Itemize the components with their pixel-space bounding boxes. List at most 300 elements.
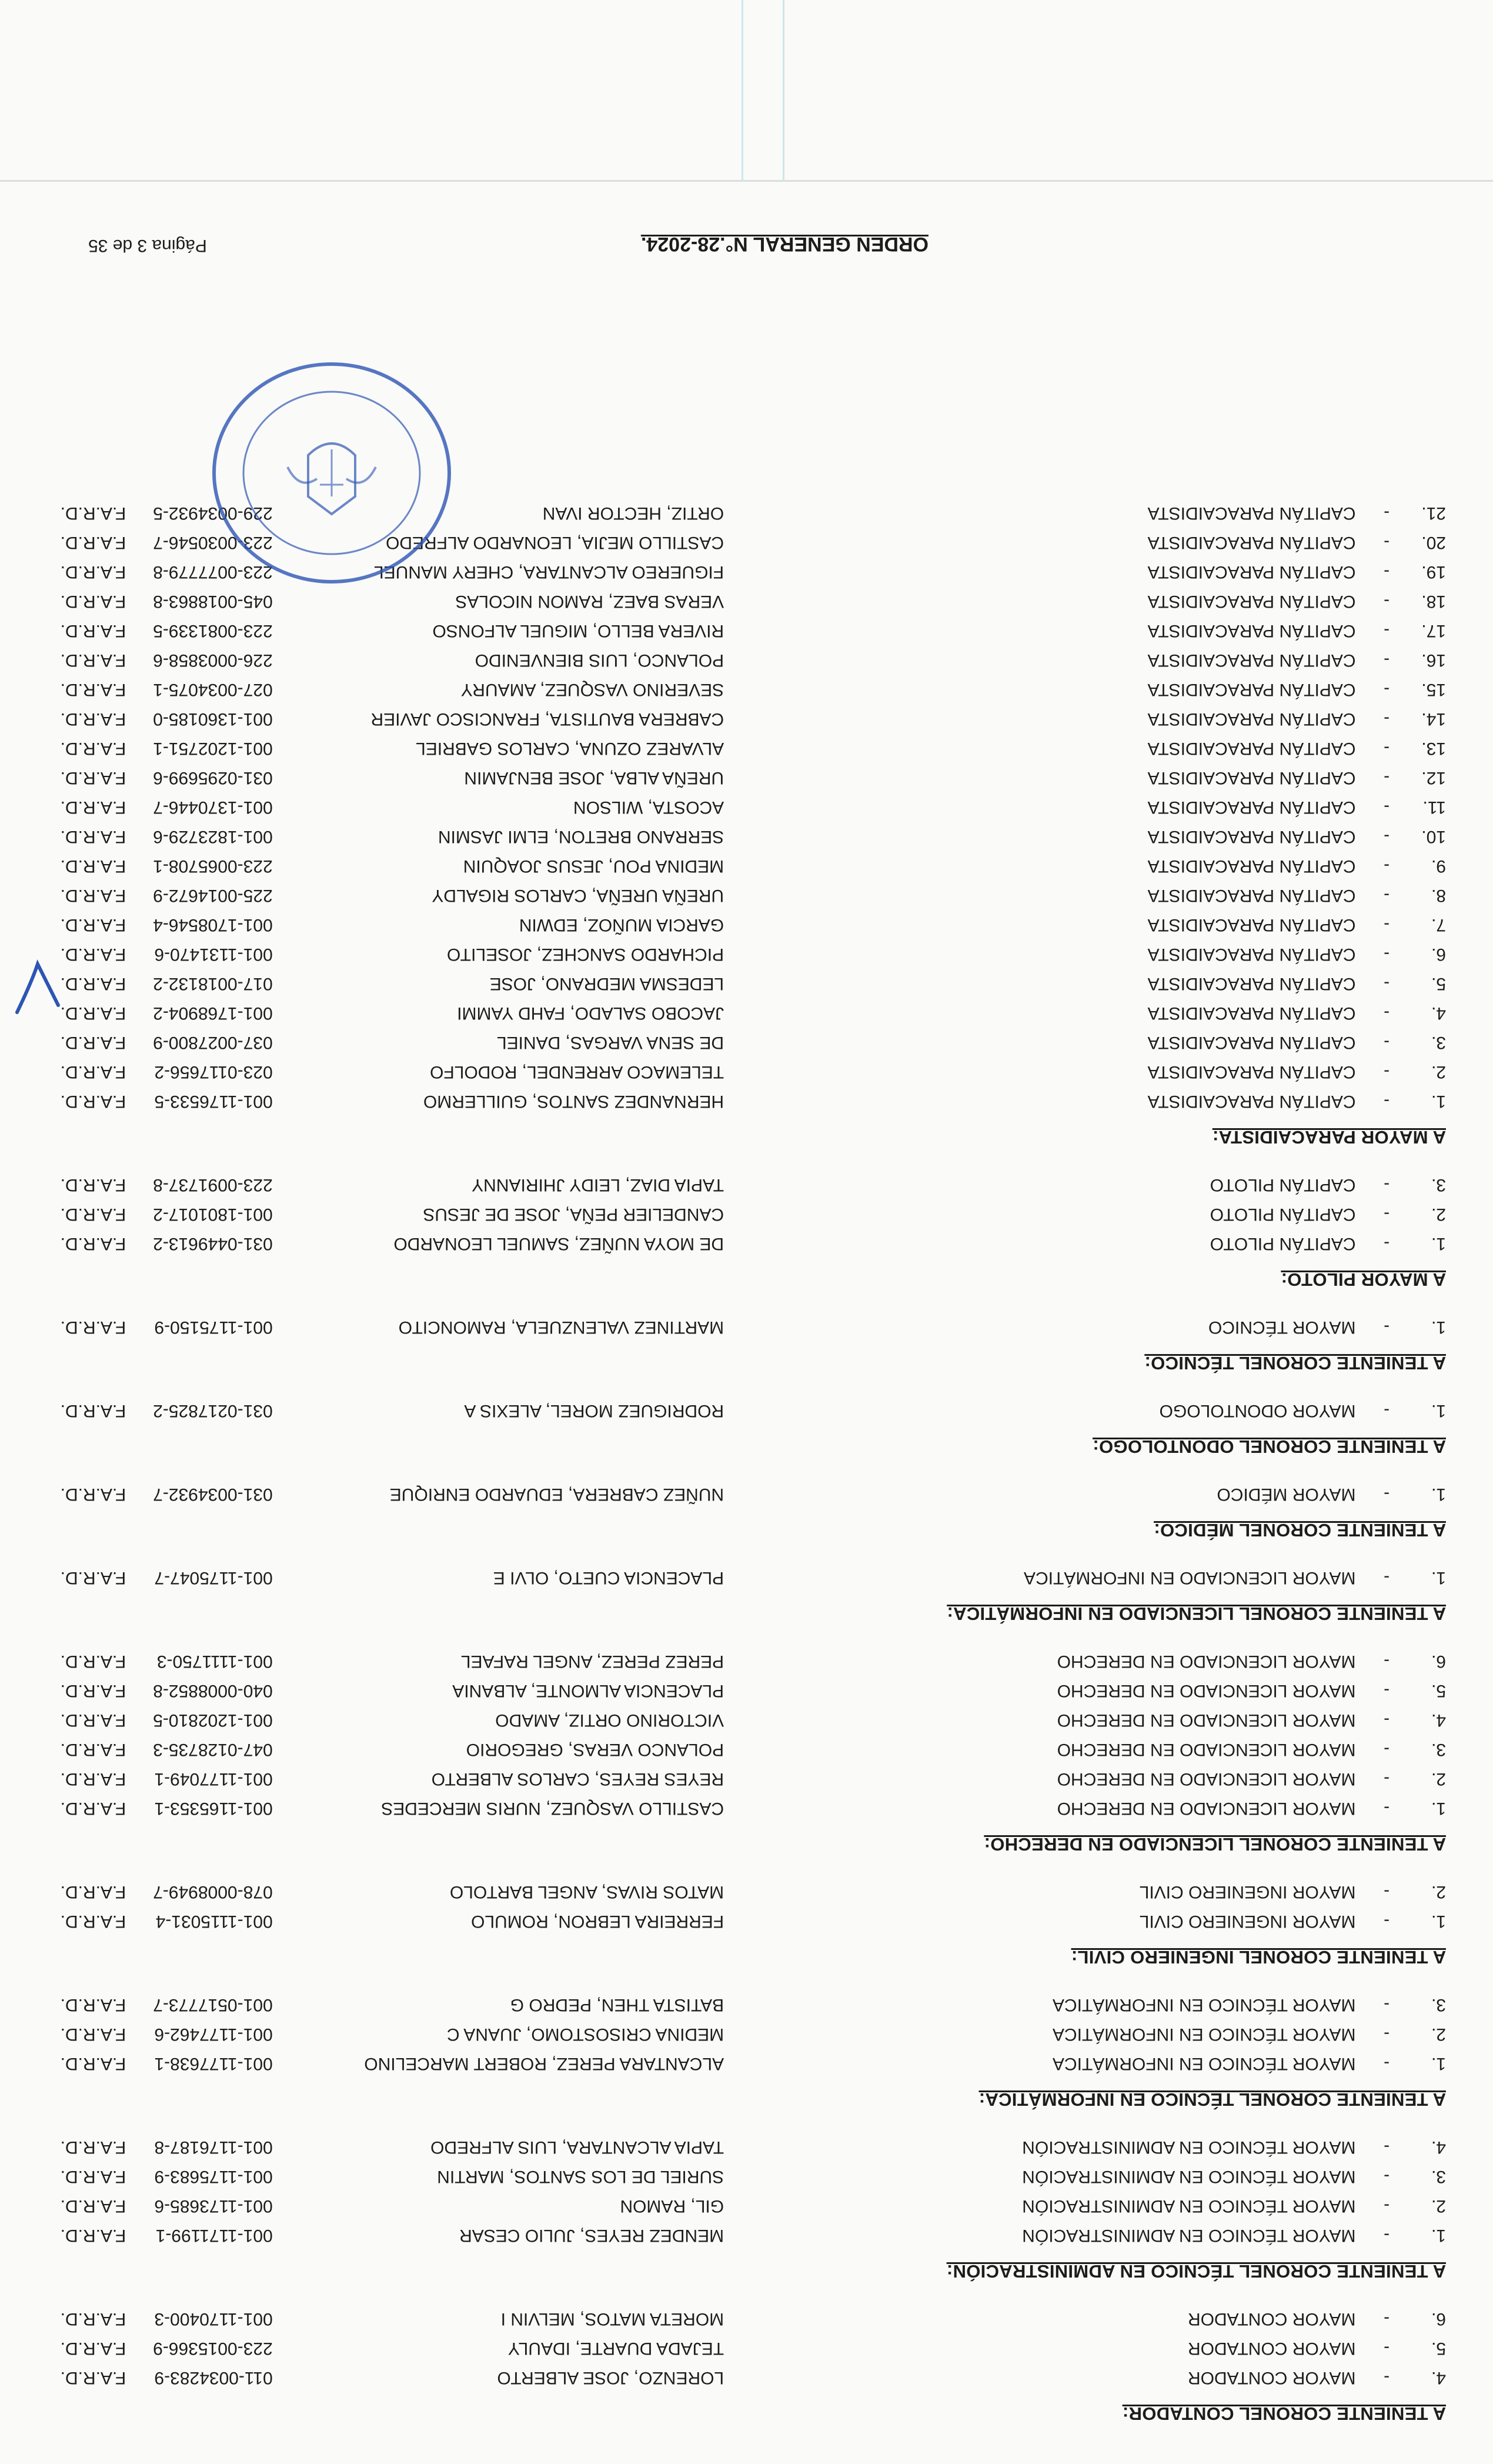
current-rank: CAPITÁN PARACAIDISTA [1147, 1033, 1356, 1052]
cedula-id: 001-1165353-1 [154, 1799, 273, 1818]
section-title: A TENIENTE CORONEL LICENCIADO EN DERECHO: [984, 1834, 1446, 1855]
personnel-row [47, 1170, 1446, 1199]
cedula-id: 223-0077779-8 [153, 562, 273, 582]
branch: F.A.R.D. [60, 651, 126, 670]
cedula-id: 001-1177638-1 [154, 2054, 273, 2073]
cedula-id: 001-1177049-1 [154, 1769, 273, 1789]
personnel-row [47, 645, 1446, 675]
promotion-section [47, 1563, 1446, 1624]
row-number: 1. [1431, 1568, 1446, 1588]
cedula-id: 229-0034932-5 [153, 504, 273, 523]
cedula-id: 001-1175150-9 [154, 1318, 273, 1337]
officer-name: MEDINA POU, JESUS JOAQUIN [463, 856, 724, 876]
row-number: 6. [1431, 1652, 1446, 1671]
row-number: 1. [1431, 2054, 1446, 2073]
officer-name: TELEMACO ARRENDEL, RODOLFO [430, 1062, 724, 1082]
section-title: A MAYOR PARACAIDISTA: [1212, 1127, 1446, 1148]
row-number: 19. [1421, 562, 1446, 582]
cedula-id: 031-0449613-2 [153, 1234, 273, 1253]
section-title: A TENIENTE CORONEL LICENCIADO EN INFORMÁTICA: [947, 1603, 1446, 1624]
officer-name: UREÑA UREÑA, CARLOS RIGALDY [432, 886, 724, 905]
branch: F.A.R.D. [60, 1711, 126, 1730]
row-number: 3. [1431, 2167, 1446, 2186]
personnel-row [47, 586, 1446, 616]
row-dash: - [1384, 621, 1390, 641]
row-dash: - [1384, 2054, 1390, 2073]
branch: F.A.R.D. [60, 621, 126, 641]
cedula-id: 011-0034283-9 [154, 2368, 273, 2388]
row-dash: - [1384, 1995, 1390, 2015]
section-title: A TENIENTE CORONEL ODONTOLOGO: [1093, 1436, 1446, 1457]
officer-name: POLANCO VERAS, GREGORIO [466, 1740, 724, 1759]
current-rank: CAPITÁN PILOTO [1210, 1234, 1356, 1253]
row-number: 1. [1431, 1234, 1446, 1253]
scan-artifact-line [783, 0, 784, 182]
current-rank: MAYOR TÉCNICO EN INFORMÁTICA [1052, 2025, 1356, 2044]
officer-name: DE SENA VARGAS, DANIEL [496, 1033, 724, 1052]
current-rank: MAYOR LICENCIADO EN DERECHO [1057, 1711, 1356, 1730]
row-number: 2. [1431, 2025, 1446, 2044]
current-rank: CAPITÁN PILOTO [1210, 1175, 1356, 1195]
current-rank: MAYOR LICENCIADO EN DERECHO [1057, 1740, 1356, 1759]
row-dash: - [1384, 533, 1390, 552]
branch: F.A.R.D. [60, 1003, 126, 1023]
row-number: 8. [1431, 886, 1446, 905]
row-dash: - [1384, 1652, 1390, 1671]
officer-name: MENDEZ REYES, JULIO CESAR [459, 2226, 724, 2245]
branch: F.A.R.D. [60, 1234, 126, 1253]
personnel-row [47, 792, 1446, 822]
branch: F.A.R.D. [60, 1681, 126, 1701]
cedula-id: 001-1370446-7 [153, 798, 273, 817]
section-title: A MAYOR PILOTO: [1281, 1269, 1446, 1290]
section-title: A TENIENTE CORONEL TÉCNICO EN ADMINISTRACIÓN: [946, 2261, 1446, 2282]
row-dash: - [1384, 1092, 1390, 1111]
current-rank: CAPITÁN PARACAIDISTA [1147, 709, 1356, 729]
promotion-section [47, 1990, 1446, 2110]
current-rank: CAPITÁN PARACAIDISTA [1147, 945, 1356, 964]
branch: F.A.R.D. [60, 974, 126, 993]
cedula-id: 001-1708546-4 [153, 915, 273, 935]
current-rank: MAYOR TÉCNICO EN INFORMÁTICA [1052, 1995, 1356, 2015]
promotion-section [47, 1170, 1446, 1290]
row-number: 12. [1421, 768, 1446, 788]
current-rank: CAPITÁN PILOTO [1210, 1205, 1356, 1224]
officer-name: PLACENCIA ALMONTE, ALBANIA [452, 1681, 724, 1701]
cedula-id: 001-1801017-2 [153, 1205, 273, 1224]
branch: F.A.R.D. [60, 915, 126, 935]
row-number: 16. [1421, 651, 1446, 670]
row-number: 1. [1431, 1318, 1446, 1337]
cedula-id: 001-1176533-5 [154, 1092, 273, 1111]
row-dash: - [1384, 1769, 1390, 1789]
promotion-section [47, 1646, 1446, 1855]
row-number: 4. [1431, 1003, 1446, 1023]
cedula-id: 001-1111750-3 [156, 1652, 273, 1671]
officer-name: PEREZ PEREZ, ANGEL RAFAEL [460, 1652, 724, 1671]
row-dash: - [1384, 592, 1390, 611]
row-number: 2. [1431, 1882, 1446, 1902]
cedula-id: 023-0117656-2 [154, 1062, 273, 1082]
officer-name: SEVERINO VASQUEZ, AMAURY [460, 680, 724, 699]
personnel-row [47, 2333, 1446, 2363]
row-dash: - [1384, 680, 1390, 699]
personnel-row [47, 1199, 1446, 1229]
branch: F.A.R.D. [60, 827, 126, 846]
row-number: 2. [1431, 1769, 1446, 1789]
branch: F.A.R.D. [60, 2025, 126, 2044]
row-number: 9. [1431, 856, 1446, 876]
section-title: A TENIENTE CORONEL TÉCNICO: [1144, 1353, 1446, 1373]
current-rank: MAYOR LICENCIADO EN DERECHO [1057, 1799, 1356, 1818]
official-seal-stamp [205, 355, 458, 591]
personnel-row [47, 822, 1446, 851]
officer-name: REYES REYES, CARLOS ALBERTO [431, 1769, 724, 1789]
row-dash: - [1384, 1912, 1390, 1931]
officer-name: ALVAREZ OZUNA, CARLOS GABRIEL [416, 739, 724, 758]
personnel-row [47, 2304, 1446, 2333]
current-rank: MAYOR CONTADOR [1187, 2339, 1356, 2358]
personnel-row [47, 851, 1446, 881]
current-rank: MAYOR LICENCIADO EN DERECHO [1057, 1769, 1356, 1789]
cedula-id: 001-1170400-3 [154, 2309, 273, 2329]
current-rank: MAYOR LICENCIADO EN INFORMÁTICA [1024, 1568, 1356, 1588]
current-rank: CAPITÁN PARACAIDISTA [1147, 856, 1356, 876]
officer-name: LORENZO, JOSE ALBERTO [497, 2368, 724, 2388]
row-number: 6. [1431, 945, 1446, 964]
row-dash: - [1384, 709, 1390, 729]
branch: F.A.R.D. [60, 1882, 126, 1902]
personnel-row [47, 1764, 1446, 1793]
personnel-row [47, 1793, 1446, 1823]
page-footer [0, 202, 1493, 261]
cedula-id: 001-0517773-7 [153, 1995, 273, 2015]
branch: F.A.R.D. [60, 1318, 126, 1337]
branch: F.A.R.D. [60, 1485, 126, 1504]
personnel-row [47, 910, 1446, 939]
personnel-row [47, 1057, 1446, 1086]
cedula-id: 047-0128735-3 [153, 1740, 273, 1759]
branch: F.A.R.D. [60, 2167, 126, 2186]
cedula-id: 040-0008852-8 [153, 1681, 273, 1701]
row-dash: - [1384, 2309, 1390, 2329]
row-dash: - [1384, 562, 1390, 582]
cedula-id: 223-0065708-1 [153, 856, 273, 876]
branch: F.A.R.D. [60, 1769, 126, 1789]
officer-name: FERREIRA LEBRON, ROMULO [471, 1912, 724, 1931]
row-dash: - [1384, 2167, 1390, 2186]
promotion-section [47, 2304, 1446, 2424]
row-number: 5. [1431, 1681, 1446, 1701]
officer-name: VERAS BAEZ, RAMON NICOLAS [455, 592, 724, 611]
row-dash: - [1384, 739, 1390, 758]
branch: F.A.R.D. [60, 2226, 126, 2245]
current-rank: MAYOR TÉCNICO EN ADMINISTRACIÓN [1022, 2167, 1356, 2186]
current-rank: CAPITÁN PARACAIDISTA [1147, 768, 1356, 788]
row-number: 20. [1421, 533, 1446, 552]
row-number: 2. [1431, 1062, 1446, 1082]
branch: F.A.R.D. [60, 1401, 126, 1421]
branch: F.A.R.D. [60, 1062, 126, 1082]
row-dash: - [1384, 1033, 1390, 1052]
promotion-section [47, 498, 1446, 1148]
personnel-row [47, 1646, 1446, 1676]
cedula-id: 001-1823729-6 [153, 827, 273, 846]
row-dash: - [1384, 798, 1390, 817]
order-title: ORDEN GENERAL N°.28-2024. [640, 233, 928, 255]
cedula-id: 031-0295699-6 [153, 768, 273, 788]
cedula-id: 001-1768904-2 [153, 1003, 273, 1023]
branch: F.A.R.D. [60, 709, 126, 729]
row-dash: - [1384, 1485, 1390, 1504]
branch: F.A.R.D. [60, 504, 126, 523]
row-number: 2. [1431, 2196, 1446, 2216]
officer-name: TAPIA ALCANTARA, LUIS ALFREDO [430, 2138, 724, 2157]
branch: F.A.R.D. [60, 592, 126, 611]
cedula-id: 031-0034932-7 [153, 1485, 273, 1504]
current-rank: CAPITÁN PARACAIDISTA [1147, 798, 1356, 817]
officer-name: PLACENCIA CUETO, OLVI E [493, 1568, 724, 1588]
cedula-id: 031-0217825-2 [153, 1401, 273, 1421]
officer-name: ORTIZ, HECTOR IVAN [542, 504, 724, 523]
officer-name: RODRIGUEZ MOREL, ALEXIS A [464, 1401, 724, 1421]
officer-name: MATOS RIVAS, ANGEL BARTOLO [449, 1882, 724, 1902]
branch: F.A.R.D. [60, 1175, 126, 1195]
personnel-row [47, 1086, 1446, 1116]
officer-name: JACOBO SALADO, FAHD YAMMI [457, 1003, 724, 1023]
personnel-row [47, 1396, 1446, 1425]
scan-artifact-line [742, 0, 743, 182]
personnel-row [47, 2019, 1446, 2049]
cedula-id: 223-0081339-5 [153, 621, 273, 641]
current-rank: CAPITÁN PARACAIDISTA [1147, 974, 1356, 993]
current-rank: CAPITÁN PARACAIDISTA [1147, 562, 1356, 582]
row-dash: - [1384, 768, 1390, 788]
cedula-id: 223-0091737-8 [153, 1175, 273, 1195]
cedula-id: 078-0008949-7 [153, 1882, 273, 1902]
personnel-row [47, 939, 1446, 969]
row-number: 1. [1431, 1092, 1446, 1111]
current-rank: MAYOR TÉCNICO EN INFORMÁTICA [1052, 2054, 1356, 2073]
branch: F.A.R.D. [60, 1995, 126, 2015]
officer-name: LEDESMA MEDRANO, JOSE [489, 974, 724, 993]
branch: F.A.R.D. [60, 680, 126, 699]
officer-name: SURIEL DE LOS SANTOS, MARTIN [437, 2167, 724, 2186]
officer-name: CASTILLO MEJIA, LEONARDO ALFREDO [385, 533, 724, 552]
branch: F.A.R.D. [60, 945, 126, 964]
row-dash: - [1384, 2339, 1390, 2358]
officer-name: GIL, RAMON [620, 2196, 724, 2216]
page-number: Página 3 de 35 [88, 236, 207, 255]
current-rank: CAPITÁN PARACAIDISTA [1147, 533, 1356, 552]
row-number: 21. [1421, 504, 1446, 523]
row-number: 4. [1431, 2138, 1446, 2157]
row-dash: - [1384, 827, 1390, 846]
personnel-row [47, 1028, 1446, 1057]
officer-name: MARTINEZ VALENZUELA, RAMONCITO [398, 1318, 724, 1337]
cedula-id: 001-1115031-4 [155, 1912, 273, 1931]
promotion-section [47, 2132, 1446, 2282]
cedula-id: 045-0018863-8 [153, 592, 273, 611]
row-number: 5. [1431, 974, 1446, 993]
cedula-id: 223-0015366-9 [153, 2339, 273, 2358]
officer-name: TAPIA DIAZ, LEIDY JHIRIANNY [472, 1175, 724, 1195]
row-number: 4. [1431, 2368, 1446, 2388]
personnel-row [47, 2220, 1446, 2250]
current-rank: CAPITÁN PARACAIDISTA [1147, 1003, 1356, 1023]
row-dash: - [1384, 2226, 1390, 2245]
current-rank: MAYOR MÉDICO [1217, 1485, 1356, 1504]
personnel-row [47, 1705, 1446, 1735]
personnel-row [47, 2191, 1446, 2220]
row-dash: - [1384, 651, 1390, 670]
officer-name: CASTILLO VASQUEZ, NURIS MERCEDES [381, 1799, 724, 1818]
current-rank: CAPITÁN PARACAIDISTA [1147, 1092, 1356, 1111]
section-title: A TENIENTE CORONEL CONTADOR: [1122, 2403, 1446, 2424]
personnel-row [47, 1735, 1446, 1764]
row-number: 3. [1431, 1033, 1446, 1052]
personnel-row [47, 2162, 1446, 2191]
current-rank: CAPITÁN PARACAIDISTA [1147, 739, 1356, 758]
branch: F.A.R.D. [60, 562, 126, 582]
branch: F.A.R.D. [60, 1205, 126, 1224]
row-number: 15. [1421, 680, 1446, 699]
promotion-section [47, 1877, 1446, 1968]
officer-name: VICTORINO ORTIZ, AMADO [495, 1711, 724, 1730]
row-dash: - [1384, 1205, 1390, 1224]
row-dash: - [1384, 504, 1390, 523]
officer-name: PICHARDO SANCHEZ, JOSELITO [446, 945, 724, 964]
personnel-row [47, 2132, 1446, 2162]
officer-name: RIVERA BELLO, MIGUEL ALFONSO [432, 621, 724, 641]
branch: F.A.R.D. [60, 1740, 126, 1759]
signature-check-mark [11, 958, 64, 1017]
branch: F.A.R.D. [60, 533, 126, 552]
current-rank: CAPITÁN PARACAIDISTA [1147, 592, 1356, 611]
officer-name: FIGUEREO ALCANTARA, CHERY MANUEL [373, 562, 724, 582]
branch: F.A.R.D. [60, 739, 126, 758]
officer-name: CANDELIER PEÑA, JOSE DE JESUS [423, 1205, 724, 1224]
row-number: 18. [1421, 592, 1446, 611]
current-rank: CAPITÁN PARACAIDISTA [1147, 915, 1356, 935]
branch: F.A.R.D. [60, 2138, 126, 2157]
personnel-row [47, 763, 1446, 792]
promotion-section [47, 1312, 1446, 1373]
row-dash: - [1384, 1003, 1390, 1023]
branch: F.A.R.D. [60, 856, 126, 876]
row-dash: - [1384, 1318, 1390, 1337]
scan-fold-line [0, 180, 1493, 182]
branch: F.A.R.D. [60, 1092, 126, 1111]
current-rank: CAPITÁN PARACAIDISTA [1147, 827, 1356, 846]
current-rank: MAYOR TÉCNICO EN ADMINISTRACIÓN [1022, 2226, 1356, 2245]
officer-name: MEDINA CRISOSTOMO, JUANA C [446, 2025, 724, 2044]
branch: F.A.R.D. [60, 2054, 126, 2073]
row-number: 4. [1431, 1711, 1446, 1730]
personnel-row [47, 998, 1446, 1028]
branch: F.A.R.D. [60, 2339, 126, 2358]
personnel-row [47, 704, 1446, 733]
cedula-id: 001-1360185-0 [153, 709, 273, 729]
document-body [0, 498, 1493, 2464]
row-dash: - [1384, 1062, 1390, 1082]
current-rank: CAPITÁN PARACAIDISTA [1147, 1062, 1356, 1082]
current-rank: CAPITÁN PARACAIDISTA [1147, 504, 1356, 523]
personnel-row [47, 1563, 1446, 1592]
officer-name: UREÑA ALBA, JOSE BENJAMIN [464, 768, 724, 788]
personnel-row [47, 675, 1446, 704]
row-dash: - [1384, 2196, 1390, 2216]
branch: F.A.R.D. [60, 2368, 126, 2388]
current-rank: MAYOR INGENIERO CIVIL [1139, 1882, 1356, 1902]
row-dash: - [1384, 915, 1390, 935]
cedula-id: 001-1175683-9 [154, 2167, 273, 2186]
officer-name: TEJADA DUARTE, IDAULY [507, 2339, 724, 2358]
current-rank: CAPITÁN PARACAIDISTA [1147, 886, 1356, 905]
cedula-id: 001-1202751-1 [153, 739, 273, 758]
row-dash: - [1384, 945, 1390, 964]
officer-name: POLANCO, LUIS BIENVENIDO [475, 651, 724, 670]
cedula-id: 001-1171199-1 [155, 2226, 273, 2245]
officer-name: ALCANTARA PEREZ, ROBERT MARCELINO [364, 2054, 724, 2073]
current-rank: MAYOR TÉCNICO [1208, 1318, 1356, 1337]
row-number: 2. [1431, 1205, 1446, 1224]
cedula-id: 001-1176187-8 [154, 2138, 273, 2157]
row-number: 1. [1431, 1485, 1446, 1504]
promotion-section [47, 1479, 1446, 1541]
row-dash: - [1384, 1740, 1390, 1759]
row-number: 17. [1421, 621, 1446, 641]
row-dash: - [1384, 1799, 1390, 1818]
officer-name: MORETA MATOS, MELVIN I [500, 2309, 724, 2329]
row-dash: - [1384, 856, 1390, 876]
cedula-id: 225-0014672-9 [153, 886, 273, 905]
row-dash: - [1384, 1681, 1390, 1701]
current-rank: CAPITÁN PARACAIDISTA [1147, 621, 1356, 641]
personnel-row [47, 1479, 1446, 1509]
section-title: A TENIENTE CORONEL INGENIERO CIVIL: [1071, 1947, 1446, 1968]
personnel-row [47, 881, 1446, 910]
branch: F.A.R.D. [60, 2309, 126, 2329]
current-rank: MAYOR CONTADOR [1187, 2309, 1356, 2329]
branch: F.A.R.D. [60, 1912, 126, 1931]
section-title: A TENIENTE CORONEL TÉCNICO EN INFORMÁTICA: [978, 2089, 1446, 2110]
cedula-id: 001-1175047-7 [154, 1568, 273, 1588]
branch: F.A.R.D. [60, 2196, 126, 2216]
section-title: A TENIENTE CORONEL MÉDICO: [1154, 1520, 1446, 1541]
row-dash: - [1384, 1711, 1390, 1730]
row-number: 6. [1431, 2309, 1446, 2329]
current-rank: MAYOR LICENCIADO EN DERECHO [1057, 1652, 1356, 1671]
officer-name: BATISTA THEN, PEDRO G [510, 1995, 724, 2015]
row-number: 14. [1421, 709, 1446, 729]
promotion-section [47, 1396, 1446, 1457]
officer-name: HERNANDEZ SANTOS, GUILLERMO [423, 1092, 724, 1111]
row-dash: - [1384, 2368, 1390, 2388]
row-dash: - [1384, 1882, 1390, 1902]
cedula-id: 226-0003858-6 [153, 651, 273, 670]
row-dash: - [1384, 886, 1390, 905]
row-dash: - [1384, 1568, 1390, 1588]
personnel-row [47, 1990, 1446, 2019]
row-dash: - [1384, 974, 1390, 993]
personnel-row [47, 1676, 1446, 1705]
branch: F.A.R.D. [60, 768, 126, 788]
personnel-row [47, 1312, 1446, 1342]
row-dash: - [1384, 1401, 1390, 1421]
cedula-id: 017-0018132-2 [153, 974, 273, 993]
personnel-row [47, 1877, 1446, 1906]
